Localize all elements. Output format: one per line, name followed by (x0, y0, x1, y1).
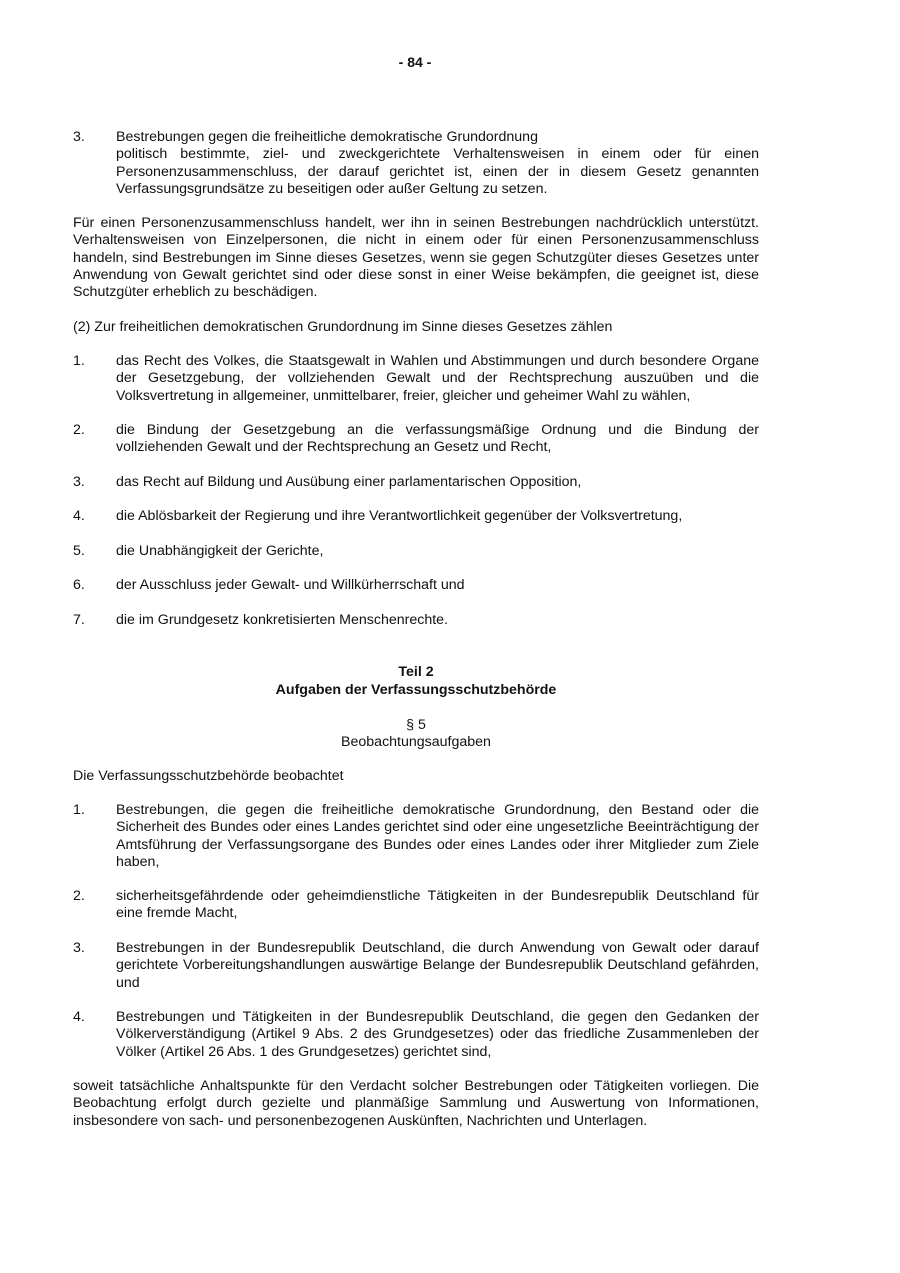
list-item-number: 2. (73, 422, 85, 438)
closing-paragraph: soweit tatsächliche Anhaltspunkte für den Verdacht solcher Bestrebungen oder Tätigkeiten vorliegen. Die Beobachtung erfolgt durch gezielte und planmäßige Sammlung und Auswertung von Informationen, insbesondere von sach- und personenbezogenen Auskünften, Nachrichten und Unterlagen. (73, 1078, 759, 1129)
page-number: - 84 - (398, 54, 432, 70)
fdgo-list-item (73, 612, 759, 629)
list-item-number: 4. (73, 1009, 85, 1025)
list-item-text: die Bindung der Gesetzgebung an die verfassungsmäßige Ordnung und die Bindung der vollziehenden Gewalt und der Rechtsprechung an Gesetz und Recht, (116, 422, 759, 456)
list-item-text: Bestrebungen und Tätigkeiten in der Bundesrepublik Deutschland, die gegen den Gedanken der Völkerverständigung (Artikel 9 Abs. 2 des Grundgesetzes) oder das friedliche Zusammenleben der Völker (Artikel 26 Abs. 1 des Grundgesetzes) gerichtet sind, (116, 1009, 759, 1060)
task-list-item (73, 940, 759, 992)
fdgo-list-item (73, 577, 759, 594)
section-intro: Die Verfassungsschutzbehörde beobachtet (73, 768, 344, 784)
task-list-item (73, 1009, 759, 1061)
list-item-text: die Ablösbarkeit der Regierung und ihre Verantwortlichkeit gegenüber der Volksvertretung, (116, 508, 683, 524)
task-list-item (73, 888, 759, 923)
list-item-text: das Recht auf Bildung und Ausübung einer parlamentarischen Opposition, (116, 474, 582, 490)
list-item-number: 6. (73, 577, 85, 593)
section-number: § 5 (406, 717, 426, 733)
list-item-number: 4. (73, 508, 85, 524)
part-title: Aufgaben der Verfassungsschutzbehörde (275, 682, 557, 698)
list-item-heading: Bestrebungen gegen die freiheitliche demokratische Grundordnung (116, 129, 538, 145)
fdgo-list-item (73, 422, 759, 457)
list-item-number: 7. (73, 612, 85, 628)
task-list-item (73, 802, 759, 871)
section-title: Beobachtungsaufgaben (341, 734, 491, 750)
paragraph-personenzusammenschluss: Für einen Personenzusammenschluss handelt, wer ihn in seinen Bestrebungen nachdrücklich unterstützt. Verhaltensweisen von Einzelpersonen, die nicht in einem oder für einen Personenzusammenschluss handeln, sind Bestrebungen im Sinne dieses Gesetzes, wenn sie gegen Schutzgüter dieses Gesetzes unter Anwendung von Gewalt gerichtet sind oder diese sonst in einer Weise bekämpfen, die geeignet ist, diese Schutzgüter erheblich zu beschädigen. (73, 215, 759, 301)
list-item-number: 2. (73, 888, 85, 904)
top-list-item (73, 129, 759, 198)
part-label: Teil 2 (398, 664, 434, 680)
fdgo-list-item (73, 508, 759, 525)
list-item-text: politisch bestimmte, ziel- und zweckgerichtete Verhaltensweisen in einem oder für einen Personenzusammenschluss, der darauf gerichtet ist, einen der in diesem Gesetz genannten Verfassungsgrundsätze zu beseitigen oder außer Geltung zu setzen. (116, 146, 759, 197)
list-item-text: die im Grundgesetz konkretisierten Menschenrechte. (116, 612, 448, 628)
list-item-text: die Unabhängigkeit der Gerichte, (116, 543, 324, 559)
fdgo-list-item (73, 353, 759, 405)
list-item-text: der Ausschluss jeder Gewalt- und Willkürherrschaft und (116, 577, 465, 593)
list-item-number: 1. (73, 802, 85, 818)
fdgo-list-item (73, 543, 759, 560)
list-item-number: 3. (73, 129, 85, 145)
list-item-number: 1. (73, 353, 85, 369)
list-item-number: 5. (73, 543, 85, 559)
list-item-number: 3. (73, 474, 85, 490)
list-item-text: Bestrebungen, die gegen die freiheitliche demokratische Grundordnung, den Bestand oder die Sicherheit des Bundes oder eines Landes gerichtet sind oder eine ungesetzliche Beeinträchtigung der Amtsführung der Verfassungsorgane des Bundes oder eines Landes oder ihrer Mitglieder zum Ziele haben, (116, 802, 759, 870)
fdgo-list-item (73, 474, 759, 491)
list-item-text: Bestrebungen in der Bundesrepublik Deutschland, die durch Anwendung von Gewalt oder darauf gerichtete Vorbereitungshandlungen auswärtige Belange der Bundesrepublik Deutschland gefährden, und (116, 940, 759, 991)
paragraph-2-intro: (2) Zur freiheitlichen demokratischen Grundordnung im Sinne dieses Gesetzes zählen (73, 319, 613, 335)
list-item-text: sicherheitsgefährdende oder geheimdienstliche Tätigkeiten in der Bundesrepublik Deutschland für eine fremde Macht, (116, 888, 759, 922)
list-item-number: 3. (73, 940, 85, 956)
list-item-text: das Recht des Volkes, die Staatsgewalt in Wahlen und Abstimmungen und durch besondere Organe der Gesetzgebung, der vollziehenden Gewalt und der Rechtsprechung auszuüben und die Volksvertretung in allgemeiner, unmittelbarer, freier, gleicher und geheimer Wahl zu wählen, (116, 353, 759, 404)
